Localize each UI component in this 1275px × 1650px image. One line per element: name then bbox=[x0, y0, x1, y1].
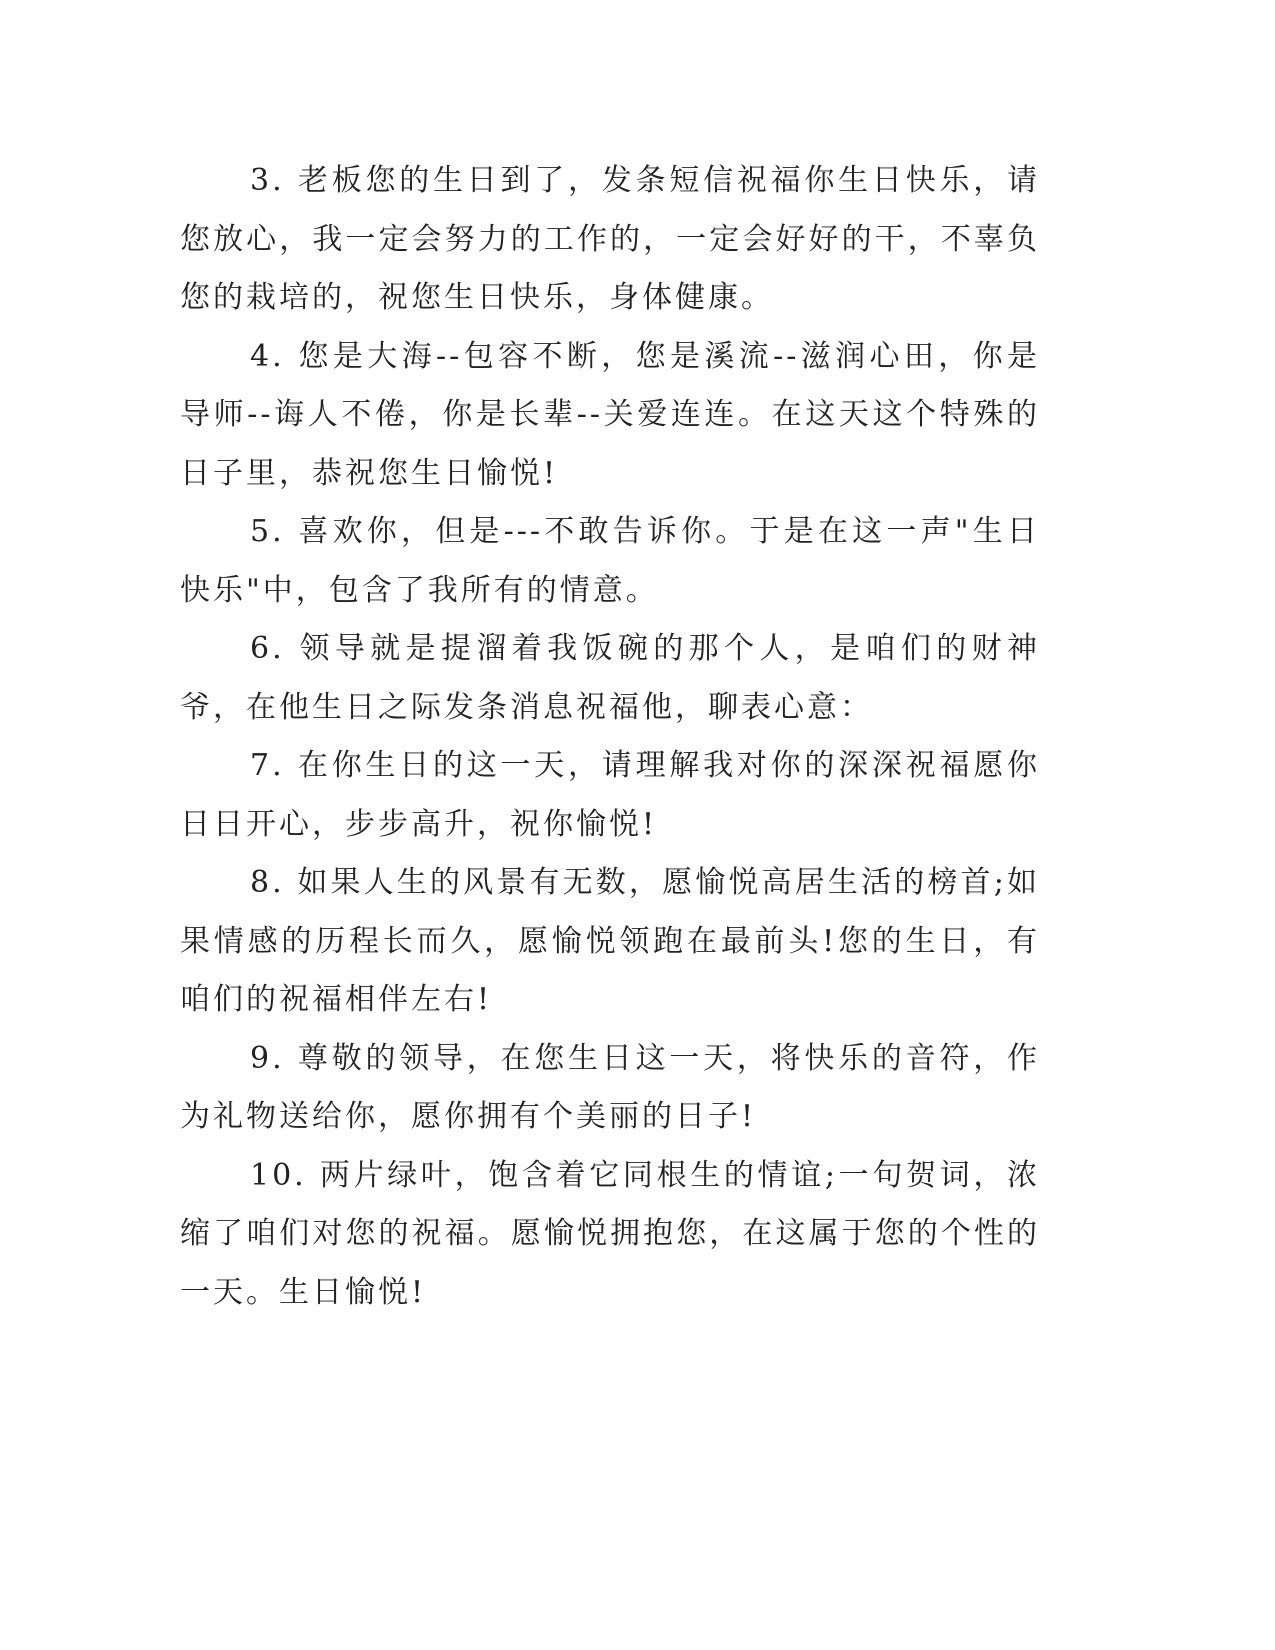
paragraph-4: 4. 您是大海--包容不断，您是溪流--滋润心田，你是导师--诲人不倦，你是长辈--关爱连连。在这天这个特殊的日子里，恭祝您生日愉悦! bbox=[180, 338, 1040, 491]
paragraph-6: 6. 领导就是提溜着我饭碗的那个人，是咱们的财神爷，在他生日之际发条消息祝福他，聊表心意： bbox=[180, 631, 1040, 725]
paragraph-5: 5. 喜欢你，但是---不敢告诉你。于是在这一声"生日快乐"中，包含了我所有的情意。 bbox=[180, 514, 1040, 608]
document-body bbox=[180, 152, 1040, 1322]
paragraph-3: 3. 老板您的生日到了，发条短信祝福你生日快乐，请您放心，我一定会努力的工作的，一定会好好的干，不辜负您的栽培的，祝您生日快乐，身体健康。 bbox=[180, 163, 1040, 315]
paragraph-10: 10. 两片绿叶，饱含着它同根生的情谊;一句贺词，浓缩了咱们对您的祝福。愿愉悦拥抱您，在这属于您的个性的一天。生日愉悦! bbox=[180, 1157, 1040, 1310]
paragraph-8: 8. 如果人生的风景有无数，愿愉悦高居生活的榜首;如果情感的历程长而久，愿愉悦领跑在最前头!您的生日，有咱们的祝福相伴左右! bbox=[180, 865, 1040, 1017]
paragraph-9: 9. 尊敬的领导，在您生日这一天，将快乐的音符，作为礼物送给你，愿你拥有个美丽的日子! bbox=[180, 1040, 1040, 1134]
paragraph-7: 7. 在你生日的这一天，请理解我对你的深深祝福愿你日日开心，步步高升，祝你愉悦! bbox=[180, 748, 1040, 842]
